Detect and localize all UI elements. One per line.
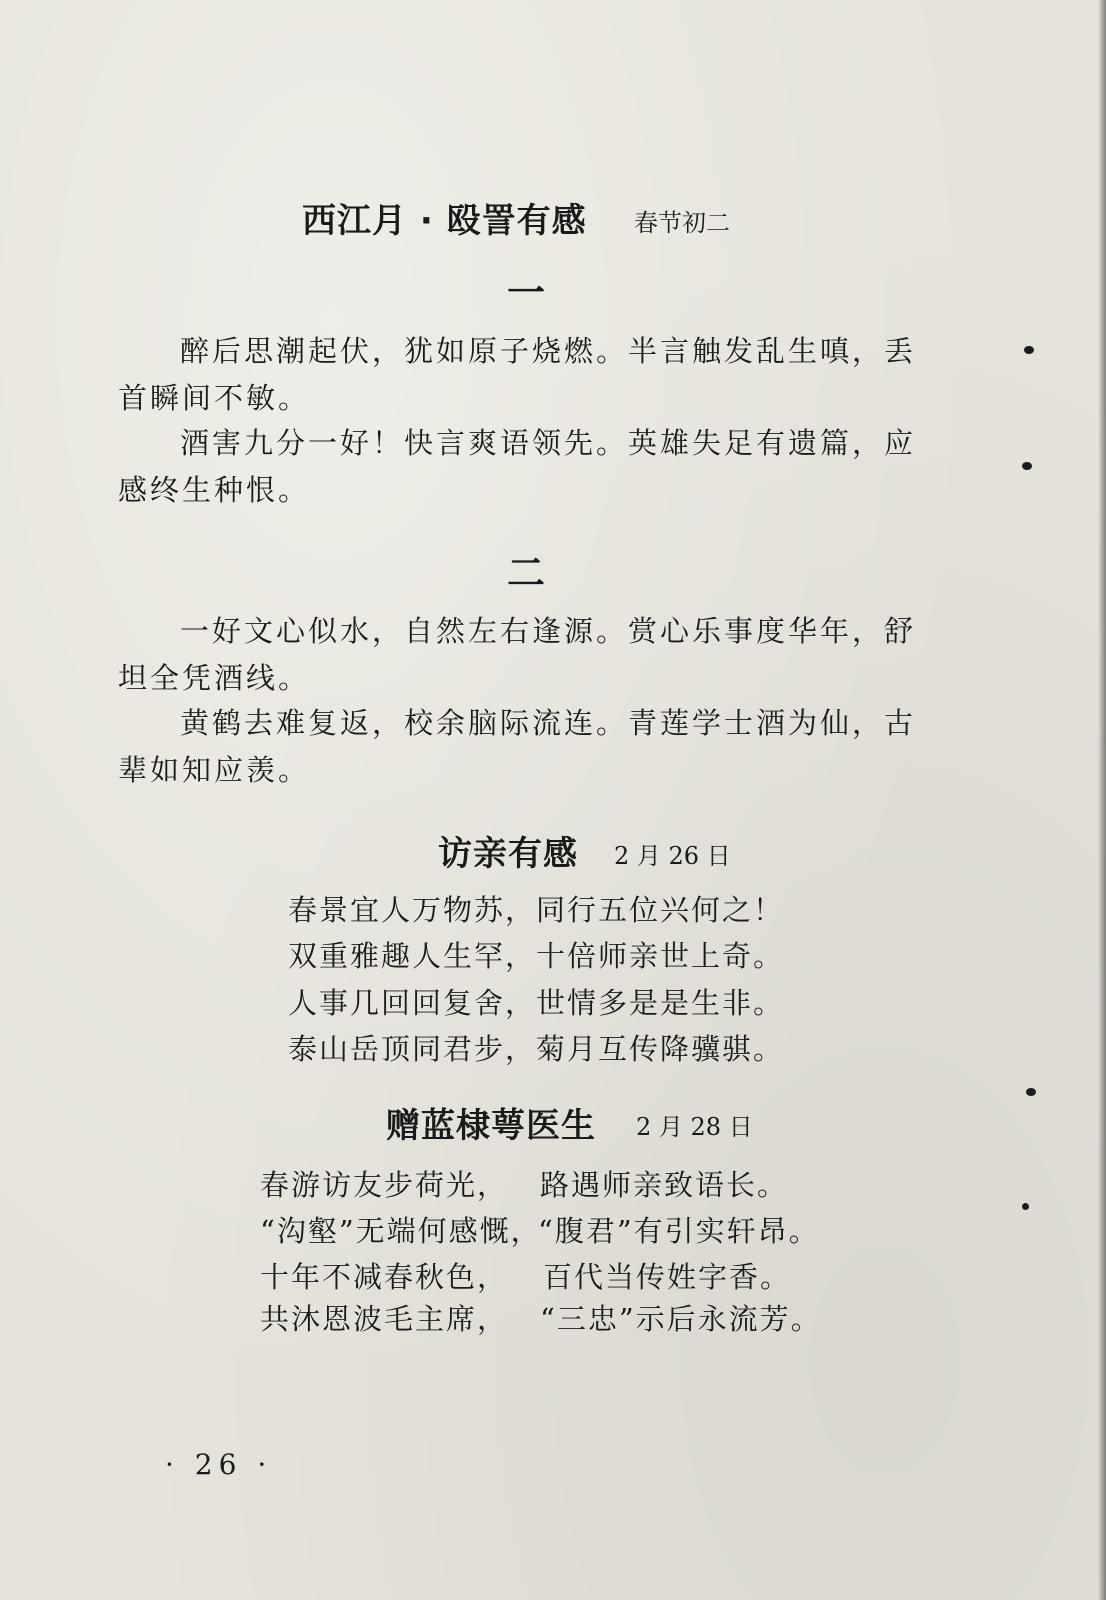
poem1-part2-paragraph: 一好文心似水，自然左右逢源。赏心乐事度华年，舒坦全凭酒线。 [118, 614, 917, 695]
poem2-title: 访亲有感 [438, 834, 578, 874]
poem2-line: 人事几回回复舍，世情多是是生非。 [288, 986, 785, 1020]
poem3-line-right: “三忠”示后永流芳。 [540, 1302, 822, 1336]
poem3-line-left: 春游访友步荷光， [260, 1168, 509, 1202]
poem3-line-left: 十年不减春秋色， [260, 1260, 509, 1294]
poem1-part1-number: 一 [507, 271, 546, 315]
poem3-line-right: 路遇师亲致语长。 [540, 1168, 789, 1202]
poem1-note: 春节初二 [634, 209, 730, 237]
poem1-part2-number: 二 [507, 551, 546, 595]
binding-hole-mark [1022, 462, 1032, 470]
poem1-title: 西江月 · 殴詈有感 [302, 201, 587, 241]
poem3-line-left: “沟壑”无端何感慨， [260, 1214, 542, 1248]
poem2-line: 泰山岳顶同君步，菊月互传降骥骐。 [288, 1032, 785, 1066]
poem1-part1-paragraph: 酒害九分一好！快言爽语领先。英雄失足有遗篇，应感终生种恨。 [118, 426, 917, 507]
binding-hole-mark [1026, 1088, 1036, 1096]
poem3-line-right: “腹君”有引实轩昂。 [538, 1214, 820, 1248]
binding-hole-mark [1024, 346, 1034, 354]
page-number: · 26 · [165, 1448, 273, 1481]
poem3-date: 2 月 28 日 [636, 1113, 753, 1141]
poem2-date: 2 月 26 日 [614, 842, 731, 870]
poem3-line-right: 百代当传姓字香。 [543, 1260, 792, 1294]
poem2-line: 春景宜人万物苏，同行五位兴何之！ [288, 893, 785, 927]
poem1-part2-paragraph: 黄鹤去难复返，校余脑际流连。青莲学士酒为仙，古辈如知应羡。 [118, 706, 917, 787]
binding-hole-mark [1022, 1203, 1029, 1210]
poem2-line: 双重雅趣人生罕，十倍师亲世上奇。 [288, 939, 785, 973]
poem1-part1-paragraph: 醉后思潮起伏，犹如原子烧燃。半言触发乱生嗔，丢首瞬间不敏。 [118, 334, 917, 415]
poem3-title: 赠蓝棣萼医生 [386, 1106, 596, 1146]
page-edge-shadow [1098, 0, 1106, 1600]
poem3-line-left: 共沐恩波毛主席， [260, 1302, 509, 1336]
